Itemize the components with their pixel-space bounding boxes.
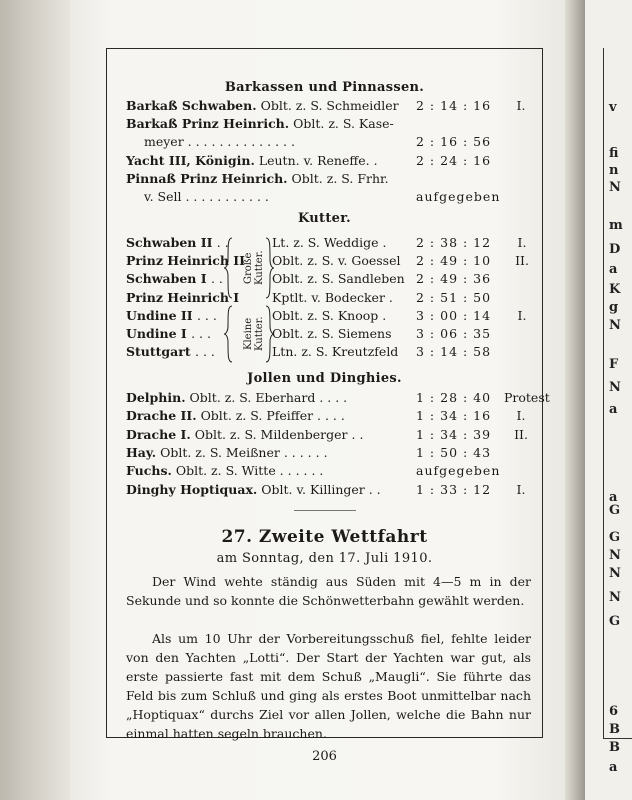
jollen-row — [126, 390, 550, 407]
brace-large-kutter-right — [266, 238, 274, 298]
barkassen-boat-name: Barkaß Prinz Heinrich. — [126, 116, 290, 132]
page-number: 206 — [312, 749, 337, 764]
barkassen-skipper: Oblt. z. S. Frhr. — [291, 170, 389, 186]
adjacent-page-fragment: F — [609, 357, 619, 372]
jollen-boat-name: Fuchs. — [126, 463, 172, 479]
jollen-row — [126, 427, 536, 444]
kutter-place: II. — [515, 253, 529, 269]
barkassen-skipper: v. Sell . . . . . . . . . . . — [144, 189, 269, 204]
barkassen-boat-name: Barkaß Schwaben. — [126, 98, 257, 113]
jollen-place: I. — [516, 408, 526, 424]
adjacent-page-fragment: K — [609, 282, 621, 297]
jollen-row — [126, 408, 536, 425]
section-title-barkassen: Barkassen und Pinnassen. — [224, 80, 425, 95]
kutter-time: 2 : 49 : 36 — [416, 271, 492, 287]
adjacent-page-fragment: N — [609, 590, 621, 605]
race-paragraph-2: Als um 10 Uhr der Vorbereitungsschuß fiel, fehlte leider von den Yachten „Lotti“. Der Start der Yachten war gut, als erste passierte fast mit dem Schuß „Maugli“. Sie führte das Feld bis zum Schluß und ging als erstes Boot unmittelbar nach „Hoptiquax“ durchs Ziel vor allen Jollen, welche die Bahn nur einmal hatten segeln brauchen. — [126, 631, 531, 741]
race-heading: 27. Zweite Wettfahrt — [221, 527, 428, 547]
jollen-entry — [126, 445, 328, 460]
jollen-boat-name: Drache II. — [126, 408, 197, 424]
race-date: am Sonntag, den 17. Juli 1910. — [216, 551, 433, 566]
kutter-boat-label: Prinz Heinrich I — [126, 289, 240, 305]
section-title-jollen: Jollen und Dinghies. — [247, 371, 402, 386]
brace-small-kutter-right — [266, 306, 274, 362]
kutter-place: I. — [517, 235, 527, 250]
adjacent-page-fragment: N — [609, 318, 621, 333]
jollen-place: II. — [514, 426, 528, 442]
adjacent-page-fragment: fi — [609, 146, 619, 161]
adjacent-page-fragment: 6 — [609, 704, 619, 719]
jollen-row — [126, 445, 536, 462]
adjacent-page-fragment: v — [609, 100, 617, 115]
jollen-skipper: Oblt. z. S. Pfeiffer . . . . — [200, 408, 345, 424]
jollen-time: 1 : 34 : 16 — [416, 408, 492, 424]
kutter-boat-label: Undine I — [126, 326, 187, 341]
kutter-boat-label: Stuttgart — [126, 344, 191, 360]
jollen-entry — [126, 408, 345, 423]
kutter-place: I. — [517, 307, 527, 323]
label-large-kutter: Große Kutter. — [243, 250, 265, 286]
adjacent-page-fragment: N — [609, 566, 621, 581]
jollen-time: 1 : 34 : 39 — [416, 426, 492, 442]
adjacent-page-fragment: a — [609, 490, 618, 505]
adjacent-page-fragment: N — [609, 180, 621, 195]
jollen-row — [126, 482, 536, 499]
jollen-time: 1 : 50 : 43 — [416, 444, 492, 460]
jollen-entry — [126, 427, 363, 442]
adjacent-page-fragment: N — [609, 548, 621, 563]
jollen-boat-name: Hay. — [126, 444, 157, 460]
race-paragraph-1: Der Wind wehte ständig aus Süden mit 4—5 m in der Sekunde und so konnte die Schönwetterbahn gewählt werden. — [126, 574, 531, 608]
kutter-skipper: Kptlt. v. Bodecker . — [272, 289, 393, 305]
adjacent-page-fragment: m — [609, 218, 623, 233]
jollen-place: I. — [516, 481, 526, 497]
adjacent-page-fragment: a — [609, 760, 618, 775]
jollen-entry — [126, 390, 347, 405]
adjacent-page-fragment: a — [609, 402, 618, 417]
jollen-place: Protest — [504, 390, 550, 405]
kutter-time: 3 : 14 : 58 — [416, 344, 492, 360]
kutter-skipper: Ltn. z. S. Kreutzfeld — [272, 344, 399, 360]
kutter-boat-label: Undine II — [126, 307, 193, 323]
kutter-dots: . . — [210, 271, 223, 287]
barkassen-place: I. — [516, 98, 526, 113]
kutter-dots: . . . — [196, 307, 217, 323]
adjacent-page-fragment: G — [609, 503, 621, 518]
kutter-skipper: Lt. z. S. Weddige . — [272, 235, 387, 250]
kutter-skipper: Oblt. z. S. Siemens — [272, 326, 392, 341]
barkassen-time: aufgegeben — [416, 189, 501, 204]
kutter-time: 2 : 51 : 50 — [416, 289, 492, 305]
jollen-time: aufgegeben — [416, 463, 501, 479]
kutter-boat-label: Schwaben I — [126, 271, 207, 287]
adjacent-page-fragment: g — [609, 300, 619, 315]
barkassen-boat-name: Pinnaß Prinz Heinrich. — [126, 170, 288, 186]
jollen-time: 1 : 28 : 40 — [416, 390, 492, 405]
adjacent-page-fragment: N — [609, 380, 621, 395]
kutter-dots: . . . — [191, 326, 211, 341]
adjacent-page-fragment: n — [609, 163, 619, 178]
section-divider — [294, 510, 356, 511]
barkassen-skipper: Oblt. z. S. Schmeidler — [260, 98, 399, 113]
barkassen-boat-name: Yacht III, Königin. — [126, 152, 255, 168]
adjacent-page-fragment: a — [609, 262, 618, 277]
adjacent-page-fragment: G — [609, 614, 621, 629]
barkassen-time: 2 : 14 : 16 — [416, 98, 492, 113]
jollen-entry — [126, 482, 381, 497]
jollen-skipper: Oblt. z. S. Eberhard . . . . — [189, 390, 348, 405]
kutter-skipper: Oblt. z. S. v. Goessel — [272, 253, 401, 269]
barkassen-skipper: Leutn. v. Reneffe. . — [258, 152, 378, 168]
kutter-time: 2 : 38 : 12 — [416, 235, 492, 250]
kutter-skipper: Oblt. z. S. Sandleben — [272, 271, 405, 287]
kutter-dots: . . — [216, 235, 229, 250]
jollen-skipper: Oblt. z. S. Meißner . . . . . . — [160, 444, 328, 460]
adjacent-page-fragment: B — [609, 740, 620, 755]
jollen-time: 1 : 33 : 12 — [416, 481, 492, 497]
kutter-boat-label: Schwaben II — [126, 235, 213, 250]
adjacent-page-fragment: G — [609, 530, 621, 545]
adjacent-page-fragment: D — [609, 242, 621, 257]
section-title-kutter: Kutter. — [297, 211, 352, 226]
jollen-skipper: Oblt. v. Killinger . . — [261, 481, 381, 497]
label-small-kutter: Kleine Kutter. — [243, 316, 265, 352]
kutter-skipper: Oblt. z. S. Knoop . — [272, 307, 387, 323]
jollen-boat-name: Dinghy Hoptiquax. — [126, 481, 258, 497]
kutter-time: 3 : 06 : 35 — [416, 326, 492, 341]
kutter-time: 3 : 00 : 14 — [416, 307, 492, 323]
jollen-skipper: Oblt. z. S. Mildenberger . . — [194, 426, 364, 442]
jollen-row — [126, 463, 536, 480]
kutter-dots: . . . — [195, 344, 215, 360]
jollen-boat-name: Delphin. — [126, 390, 186, 405]
barkassen-skipper: meyer . . . . . . . . . . . . . . — [144, 134, 295, 150]
jollen-skipper: Oblt. z. S. Witte . . . . . . — [175, 463, 324, 479]
jollen-boat-name: Drache I. — [126, 426, 191, 442]
kutter-boat-label: Prinz Heinrich II — [126, 253, 245, 269]
kutter-time: 2 : 49 : 10 — [416, 253, 492, 269]
adjacent-page-fragment: B — [609, 722, 620, 737]
jollen-entry — [126, 463, 323, 478]
barkassen-time: 2 : 24 : 16 — [416, 152, 492, 168]
barkassen-time: 2 : 16 : 56 — [416, 134, 492, 150]
brace-large-kutter — [224, 238, 232, 298]
brace-small-kutter — [224, 306, 232, 362]
barkassen-skipper: Oblt. z. S. Kase- — [293, 116, 394, 132]
